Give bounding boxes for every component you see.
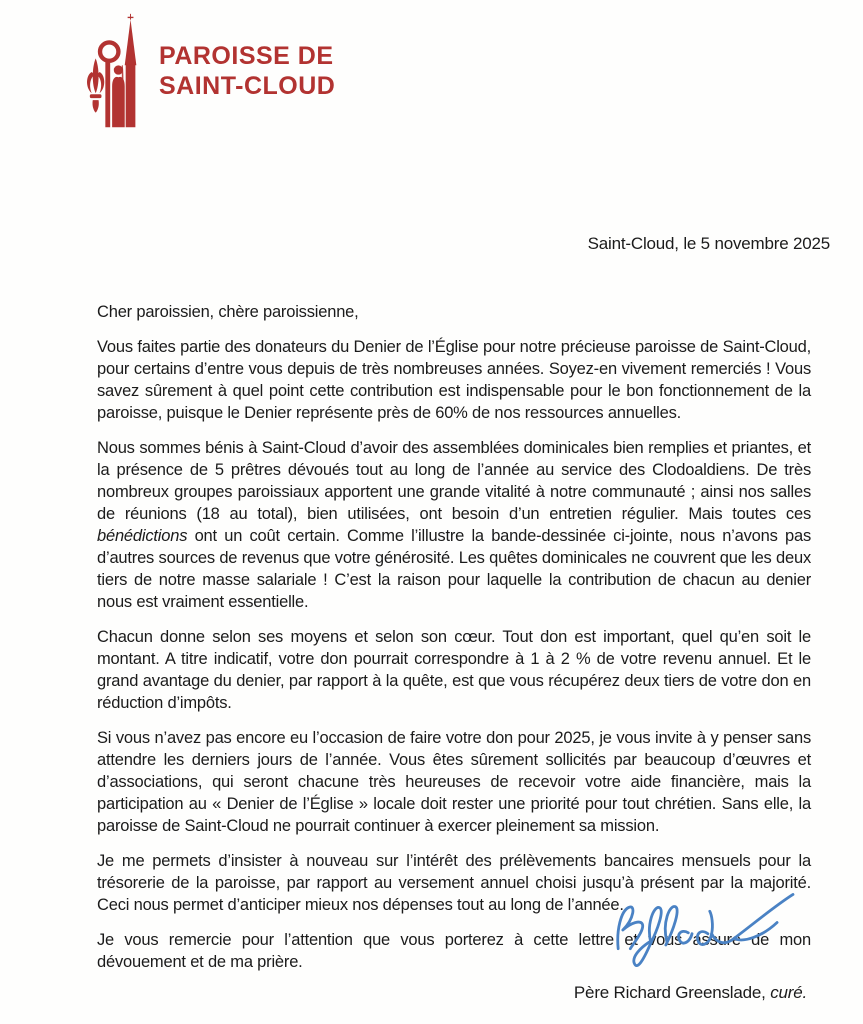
parish-logo [85,12,335,130]
signatory-line [574,983,807,1003]
letter-paragraph: Vous faites partie des donateurs du Denier de l’Église pour notre précieuse paroisse de Saint-Cloud, pour certains d’entre vous depuis de très nombreuses années. Soyez-en vivement remerciés ! Vous savez sûrement à quel point cette contribution est indispensable pour le bon fonctionnement de la paroisse, puisque le Denier représente près de 60% de nos ressources annuelles. [97,338,811,422]
signatory-title: curé. [770,983,807,1002]
letter-paragraph: Nous sommes bénis à Saint-Cloud d’avoir des assemblées dominicales bien remplies et priantes, et la présence de 5 prêtres dévoués tout au long de l’année au service des Clodoaldiens. De très nombreux groupes paroissiaux apportent une grande vitalité à notre communauté ; ainsi nos salles de réunions (18 au total), bien utilisées, ont besoin d’un entretien régulier. Mais toutes ces bénédictions ont un coût certain. Comme l’illustre la bande-dessinée ci-jointe, nous n’avons pas d’autres sources de revenus que votre générosité. Les quêtes dominicales ne couvrent que les deux tiers de notre masse salariale ! C’est la raison pour laquelle la contribution de chacun au denier nous est vraiment essentielle. [97,439,811,611]
handwritten-signature-icon [592,886,807,974]
org-name [159,41,335,101]
letter-paragraph: Chacun donne selon ses moyens et selon son cœur. Tout don est important, quel qu’en soit le montant. A titre indicatif, votre don pourrait correspondre à 1 à 2 % de votre revenu annuel. Et le grand avantage du denier, par rapport à la quête, est que vous récupérez deux tiers de votre don en réduction d’impôts. [97,628,811,712]
org-name-line1: PAROISSE DE [159,42,334,70]
parish-emblem-icon [85,12,147,130]
paragraphs [97,336,811,973]
signatory-name: Père Richard Greenslade, [573,983,771,1002]
salutation: Cher paroissien, chère paroissienne, [97,303,359,321]
dateline: Saint-Cloud, le 5 novembre 2025 [587,234,830,253]
org-name-line2: SAINT-CLOUD [159,72,336,100]
letter-body [97,301,811,986]
letter-paragraph: Je vous remercie pour l’attention que vous porterez à cette lettre et vous assure de mon dévouement et de ma prière. [97,931,811,971]
letter-paragraph: Si vous n’avez pas encore eu l’occasion de faire votre don pour 2025, je vous invite à y penser sans attendre les derniers jours de l’année. Vous êtes sûrement sollicités par beaucoup d’œuvres et d’associations, qui seront chacune très heureuses de recevoir votre aide financière, mais la participation au « Denier de l’Église » locale doit rester une priorité pour tout chrétien. Sans elle, la paroisse de Saint-Cloud ne pourrait continuer à exercer pleinement sa mission. [97,729,811,835]
letter-paragraph: Je me permets d’insister à nouveau sur l’intérêt des prélèvements bancaires mensuels pour la trésorerie de la paroisse, par rapport au versement annuel choisi jusqu’à présent par la majorité. Ceci nous permet d’anticiper mieux nos dépenses tout au long de l’année. [97,852,811,914]
closing-block [574,886,807,1003]
